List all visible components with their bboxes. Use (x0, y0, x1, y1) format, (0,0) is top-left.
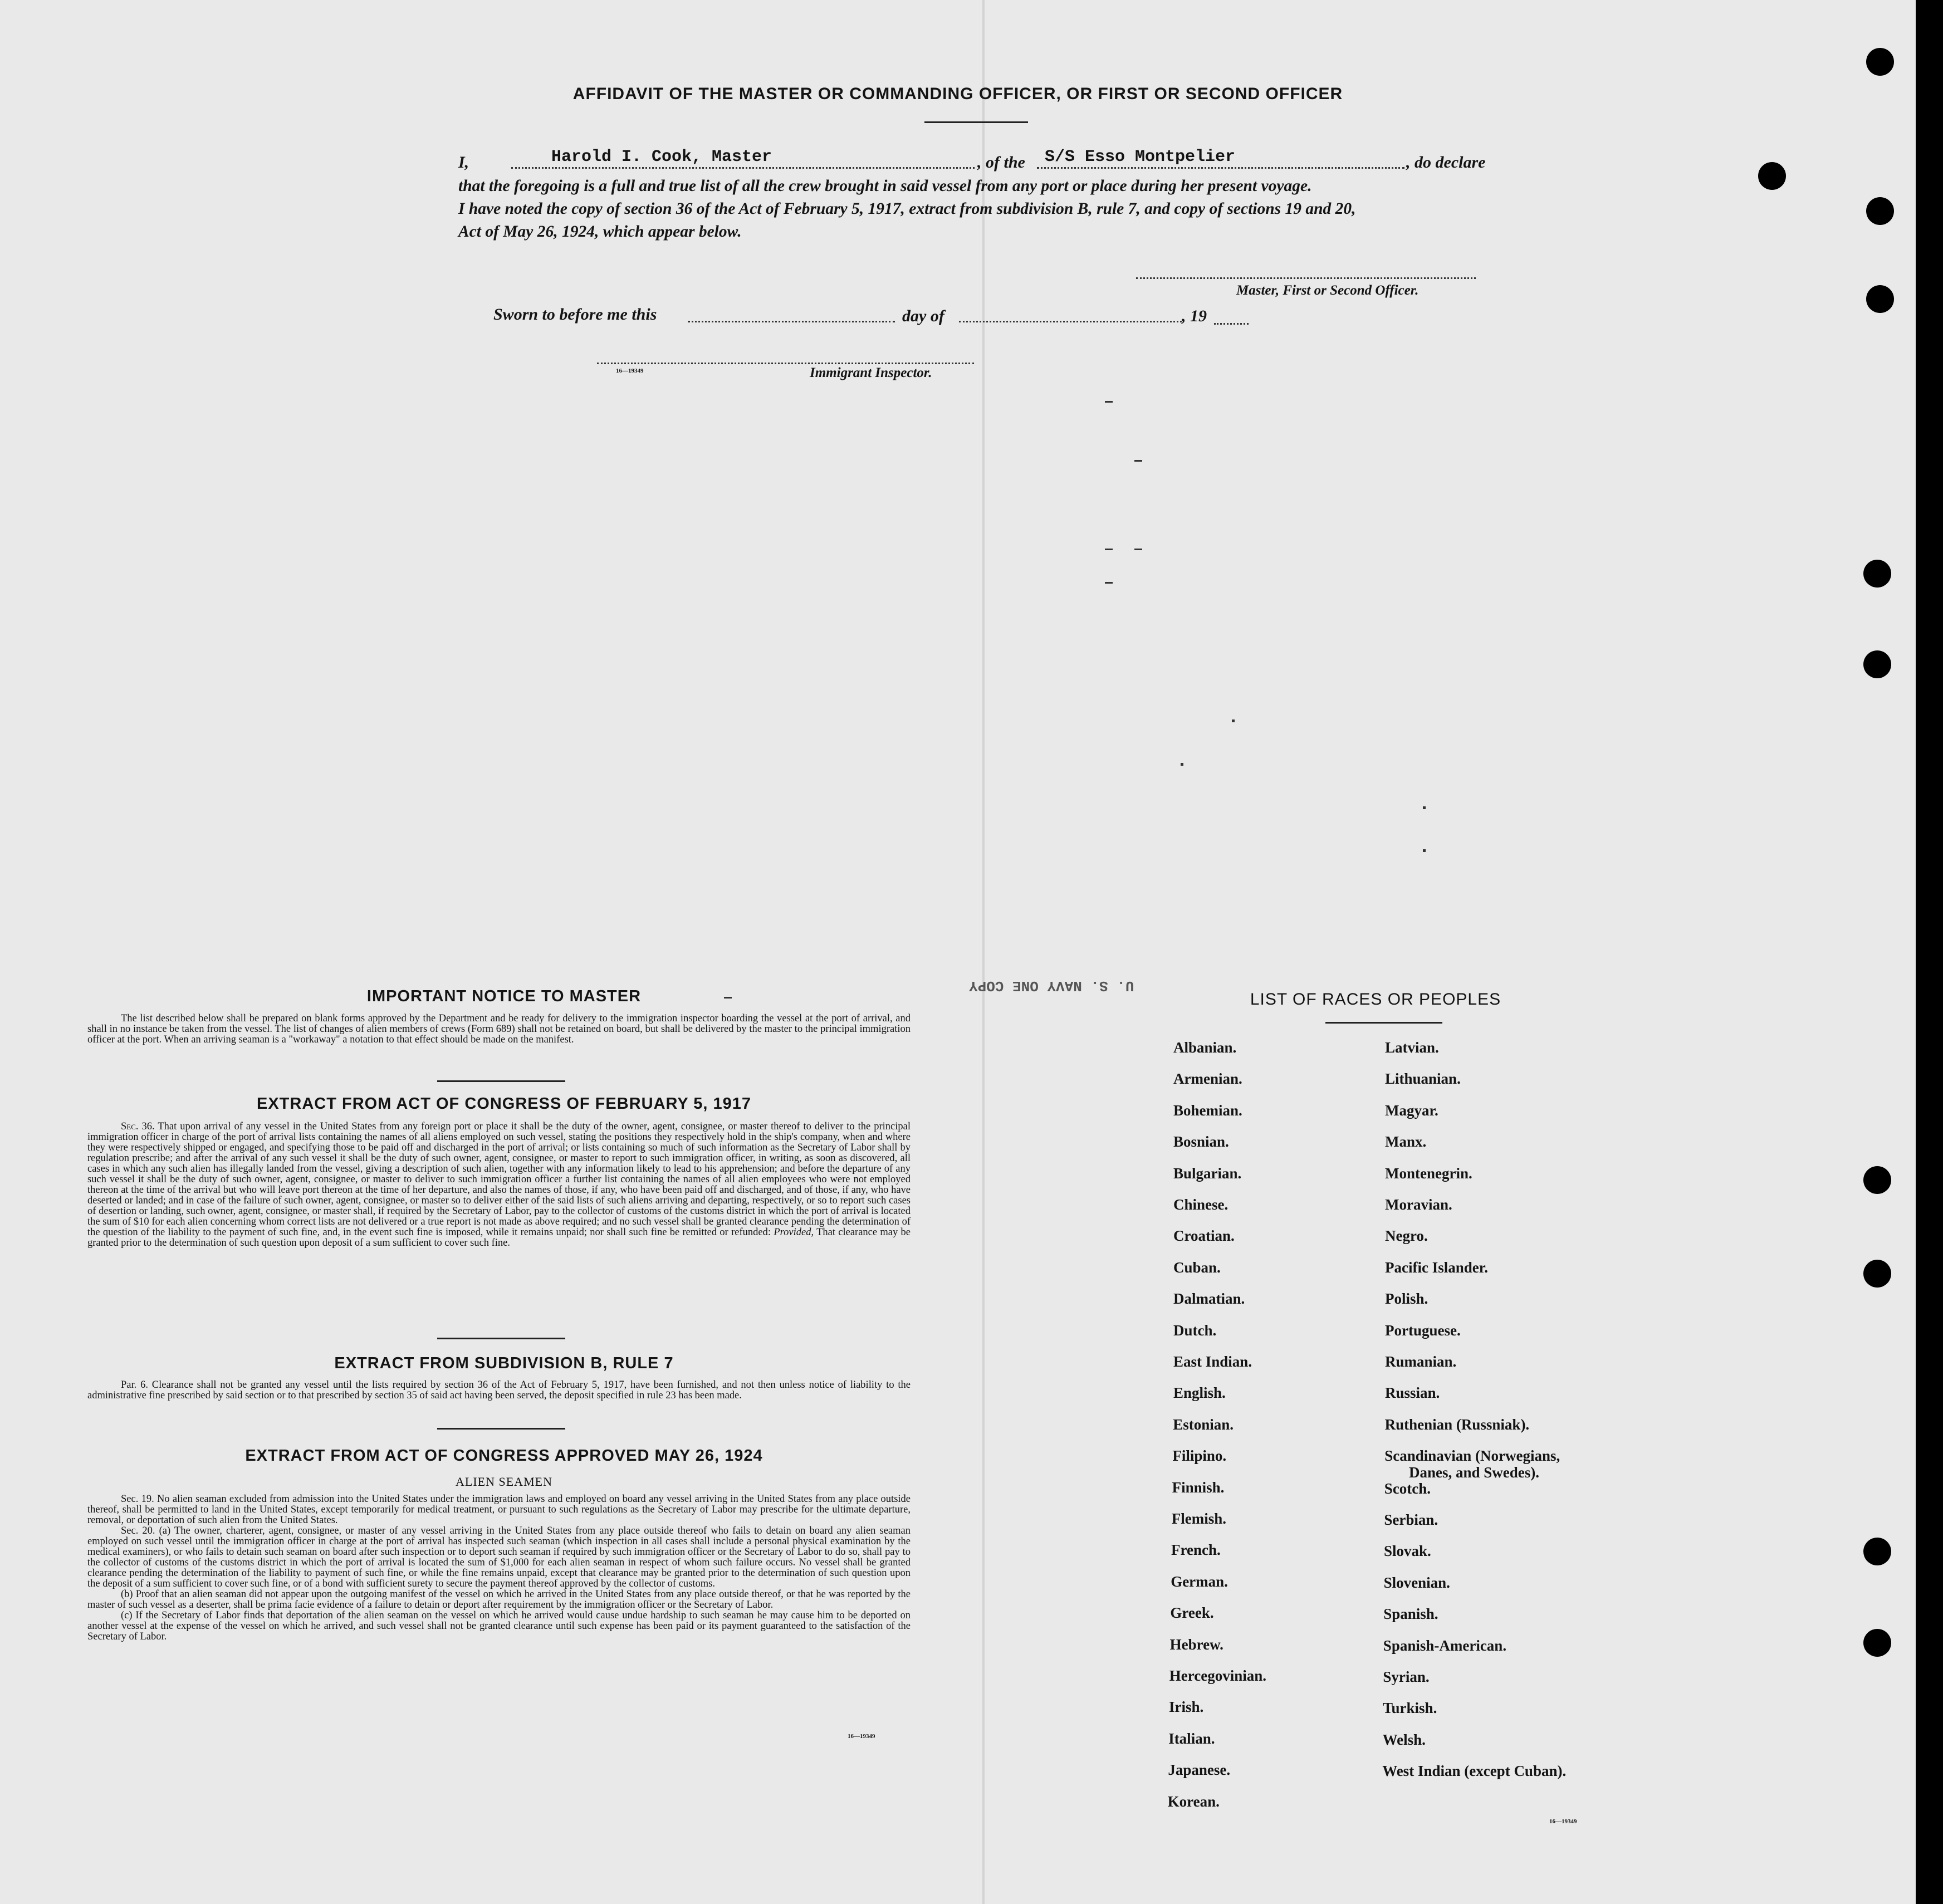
race-item: Lithuanian. (1385, 1070, 1461, 1088)
mirrored-stamp: U. S. NAVY ONE COPY (969, 977, 1134, 994)
rule-7-title: EXTRACT FROM SUBDIVISION B, RULE 7 (334, 1354, 674, 1372)
race-item: Rumanian. (1385, 1353, 1457, 1370)
race-item: Greek. (1170, 1604, 1214, 1622)
race-item: Manx. (1385, 1133, 1427, 1151)
affidavit-title: AFFIDAVIT OF THE MASTER OR COMMANDING OFFICER, OR FIRST OR SECOND OFFICER (572, 85, 1343, 103)
race-item: Finnish. (1172, 1479, 1225, 1496)
race-item: Chinese. (1173, 1196, 1229, 1213)
race-item: Spanish-American. (1383, 1637, 1507, 1654)
sec-20a-paragraph: Sec. 20. (a) The owner, charterer, agent, consignee, or master of any vessel arriving in the United States from any place outside thereof who fails to detain on board any alien seaman employed on such vessel until the immigration officer in charge at the port of arrival has inspected such seaman (which inspection in all cases shall include a personal physical examination by the medical examiners), or who fails to detain such seaman on board after such inspection or to deport such seaman if required by such immigration officer or the Secretary of Labor to do so, shall pay to the collector of customs of the customs district in which the port of arrival is located the sum of $1,000 for each alien seaman in respect of whom such failure occurs. No vessel shall be granted clearance pending the determination of the liability to payment of such fine, or while the fine remains unpaid, except that clearance may be granted prior to the determination of such question upon the deposit of a sum sufficient to cover such fine, or of a bond with sufficient surety to secure the payment thereof approved by the collector of customs. (87, 1525, 911, 1589)
race-item: Irish. (1169, 1699, 1204, 1716)
rule-7-paragraph: Par. 6. Clearance shall not be granted any vessel until the lists required by section 36 of the Act of February 5, 1917, have been furnished, and not then unless notice of liability to the administrative fine prescribed by said section or to that prescribed by section 35 of said act having been served, the deposit specified in rule 23 has been made. (87, 1379, 911, 1401)
race-item: Slovak. (1384, 1543, 1431, 1560)
race-item: Danes, and Swedes). (1409, 1464, 1540, 1481)
bleed-dot (1232, 719, 1235, 722)
race-item: Ruthenian (Russniak). (1384, 1416, 1530, 1433)
day-of-label: day of (902, 307, 944, 325)
affidavit-pronoun: I, (458, 153, 469, 172)
race-item: Portuguese. (1385, 1321, 1461, 1339)
race-item: Hebrew. (1169, 1636, 1223, 1653)
year-label: , 19 (1182, 307, 1207, 325)
race-item: Magyar. (1385, 1102, 1438, 1119)
sec-36-provided: Provided, (774, 1227, 814, 1238)
race-item: Latvian. (1385, 1039, 1439, 1056)
race-item: German. (1171, 1573, 1228, 1590)
race-item: Japanese. (1168, 1761, 1231, 1779)
vessel-name-line (1037, 167, 1404, 169)
notice-text (87, 1014, 911, 1045)
signature-caption: Master, First or Second Officer. (1236, 283, 1419, 298)
race-item: Albanian. (1173, 1039, 1237, 1056)
vessel-name-field: S/S Esso Montpelier (1045, 148, 1236, 167)
bleed-dot (1423, 849, 1426, 852)
races-underline (1325, 1022, 1442, 1024)
punch-hole (1866, 197, 1894, 225)
sworn-year-line (1214, 323, 1249, 325)
bleed-dot (1181, 763, 1183, 766)
sec-36-tail: That clearance may be granted prior to the determination of such question upon deposit of a sum sufficient to cover such fine. (87, 1227, 911, 1249)
affidavit-line-4: Act of May 26, 1924, which appear below. (458, 223, 742, 241)
punch-hole (1866, 48, 1894, 76)
race-item: Filipino. (1172, 1447, 1227, 1465)
sec-36-body: That upon arrival of any vessel in the United States from any foreign port or place it shall be the duty of the owner, agent, consignee, or master thereof to deliver to the principal immigration officer in charge of the port of arrival lists containing the names of all aliens employed on such vessel, stating the positions they respectively hold in the ship's company, when and where they were respectively shipped or engaged, and specifying those to be paid off and discharged in the port of arrival; or lists containing so much of such information as the Secretary of Labor shall by regulation prescribe; and after the arrival of any such vessel it shall be the duty of such owner, agent, consignee, or master to report to such immigration officer, in writing, as soon as discovered, all cases in which any such alien has illegally landed from the vessel, giving a description of such alien, together with any information likely to lead to his apprehension; and before the departure of any such vessel it shall be the duty of such owner, agent, consignee, or master to deliver to such immigration officer a further list containing the names of all alien employees who were not employed thereon at the time of the arrival but who will leave port thereon at the time of her departure, and also the names of those, if any, who have been paid off and discharged, and of those, if any, who have deserted or landed; and in case of the failure of such owner, agent, consignee, or master so to deliver either of the said lists of such aliens arriving and departing, respectively, or so to report such cases of desertion or landing, such owner, agent, consignee, or master shall, if required by the Secretary of Labor, pay to the collector of customs of the customs district in which the port of arrival is located the sum of $10 for each alien concerning whom correct lists are not delivered or a true report is not made as above required; and no such vessel shall be granted clearance pending the determination of the question of the liability to the payment of such fine, and, in the event such fine is imposed, while it remains unpaid; nor shall such fine be remitted or refunded: (87, 1121, 911, 1238)
page-fold (982, 0, 985, 1904)
race-item: Bosnian. (1173, 1133, 1229, 1151)
race-item: Italian. (1168, 1730, 1215, 1747)
punch-hole (1863, 1538, 1891, 1565)
sworn-day-line (688, 321, 895, 322)
bleed-dash (1105, 582, 1113, 584)
title-underline (924, 121, 1028, 123)
race-item: Korean. (1167, 1793, 1220, 1810)
extract-1917-text (87, 1122, 911, 1249)
race-item: Slovenian. (1383, 1574, 1450, 1591)
master-name-field: Harold I. Cook, Master (551, 148, 772, 167)
race-item: Moravian. (1385, 1196, 1452, 1213)
sec-20c-paragraph: (c) If the Secretary of Labor finds that deportation of the alien seaman on the vessel on which he arrived would cause undue hardship to such seaman he may cause him to be deported on another vessel at the expense of the vessel on which he arrived, and such vessel shall not be granted clearance until such expense has been paid or its payment guaranteed to the satisfaction of the Secretary of Labor. (87, 1610, 911, 1642)
race-item: Croatian. (1173, 1227, 1235, 1245)
bleed-dash (1134, 460, 1142, 462)
extract-1917-title: EXTRACT FROM ACT OF CONGRESS OF FEBRUARY 5, 1917 (256, 1095, 752, 1113)
race-item: Scandinavian (Norwegians, (1384, 1447, 1560, 1465)
sworn-label: Sworn to before me this (493, 305, 657, 324)
race-item: Flemish. (1171, 1510, 1227, 1527)
rule-7-text (87, 1380, 911, 1401)
race-item: French. (1171, 1541, 1221, 1559)
punch-hole (1863, 560, 1891, 588)
race-item: West Indian (except Cuban). (1382, 1763, 1567, 1780)
race-item: Bohemian. (1173, 1102, 1242, 1119)
punch-hole (1863, 1260, 1891, 1288)
bleed-dash (1105, 549, 1113, 550)
notice-paragraph: The list described below shall be prepared on blank forms approved by the Department and be ready for delivery to the immigration inspector boarding the vessel at the port of arrival, and shall in no instance be taken from the vessel. The list of changes of alien members of crews (Form 689) shall not be retained on board, but shall be delivered by the master to the principal immigration officer at the port. When an arriving seaman is a "workaway" a notation to that effect should be made on the manifest. (87, 1013, 911, 1045)
punch-hole (1866, 285, 1894, 313)
punch-hole (1863, 650, 1891, 678)
sec-36-label: Sec. 36. (121, 1121, 155, 1132)
race-item: Turkish. (1383, 1700, 1437, 1717)
bleed-dot (1423, 806, 1426, 809)
form-number: 16—19349 (616, 368, 644, 374)
do-declare-label: , do declare (1406, 153, 1486, 172)
race-item: Bulgarian. (1173, 1164, 1242, 1182)
race-item: Scotch. (1384, 1480, 1431, 1497)
punch-hole (1758, 162, 1786, 190)
affidavit-line-3: I have noted the copy of section 36 of the Act of February 5, 1917, extract from subdivision B, rule 7, and copy of sections 19 and 20, (458, 200, 1356, 218)
punch-hole (1863, 1166, 1891, 1194)
race-item: Serbian. (1384, 1511, 1438, 1528)
bleed-dash (1134, 549, 1142, 550)
race-item: Cuban. (1173, 1259, 1221, 1276)
bleed-dash (1105, 401, 1113, 403)
master-name-line (511, 167, 975, 169)
race-item: Armenian. (1173, 1070, 1242, 1088)
inspector-caption: Immigrant Inspector. (810, 365, 932, 380)
of-the-label: , of the (977, 153, 1025, 172)
race-item: Pacific Islander. (1385, 1259, 1488, 1276)
extract-1924-text (87, 1494, 911, 1642)
races-title: LIST OF RACES OR PEOPLES (1250, 990, 1501, 1009)
race-item: Spanish. (1383, 1606, 1438, 1623)
races-form-number: 16—19349 (1549, 1818, 1577, 1825)
race-item: Welsh. (1382, 1731, 1426, 1748)
race-item: Polish. (1385, 1290, 1428, 1308)
extract-1924-form-number: 16—19349 (848, 1733, 875, 1740)
notice-divider (437, 1080, 565, 1082)
rule-7-divider (437, 1428, 565, 1430)
inspector-signature-line (597, 363, 974, 364)
affidavit-line-2: that the foregoing is a full and true list of all the crew brought in said vessel from any port or place during her present voyage. (458, 177, 1312, 195)
signature-line (1136, 277, 1476, 279)
sec-19-paragraph: Sec. 19. No alien seaman excluded from admission into the United States under the immigration laws and employed on board any vessel arriving in the United States from any place outside thereof, shall be permitted to land in the United States, except temporarily for medical treatment, or pursuant to such regulations as the Secretary of Labor may prescribe for the ultimate departure, removal, or deportation of such alien from the United States. (87, 1494, 911, 1526)
race-item: East Indian. (1173, 1353, 1252, 1370)
race-item: English. (1173, 1384, 1226, 1402)
extract-1924-title: EXTRACT FROM ACT OF CONGRESS APPROVED MAY 26, 1924 (245, 1447, 763, 1465)
race-item: Hercegovinian. (1169, 1667, 1267, 1684)
race-item: Dalmatian. (1173, 1290, 1245, 1308)
race-item: Negro. (1385, 1227, 1428, 1245)
extract-1917-divider (437, 1338, 565, 1339)
notice-title: IMPORTANT NOTICE TO MASTER (366, 987, 642, 1005)
race-item: Montenegrin. (1385, 1164, 1472, 1182)
race-item: Dutch. (1173, 1321, 1217, 1339)
sec-20b-paragraph: (b) Proof that an alien seaman did not appear upon the outgoing manifest of the vessel on which he arrived in the United States from any place outside thereof, or that he was reported by the master of such vessel as a deserter, shall be prima facie evidence of a failure to detain or deport after requirement by the immigration officer or the Secretary of Labor. (87, 1589, 911, 1611)
punch-hole (1863, 1629, 1891, 1657)
race-item: Syrian. (1383, 1668, 1430, 1685)
race-item: Russian. (1385, 1384, 1440, 1402)
sworn-month-line (959, 321, 1182, 322)
race-item: Estonian. (1173, 1416, 1234, 1433)
alien-seamen-subtitle: ALIEN SEAMEN (456, 1475, 552, 1489)
